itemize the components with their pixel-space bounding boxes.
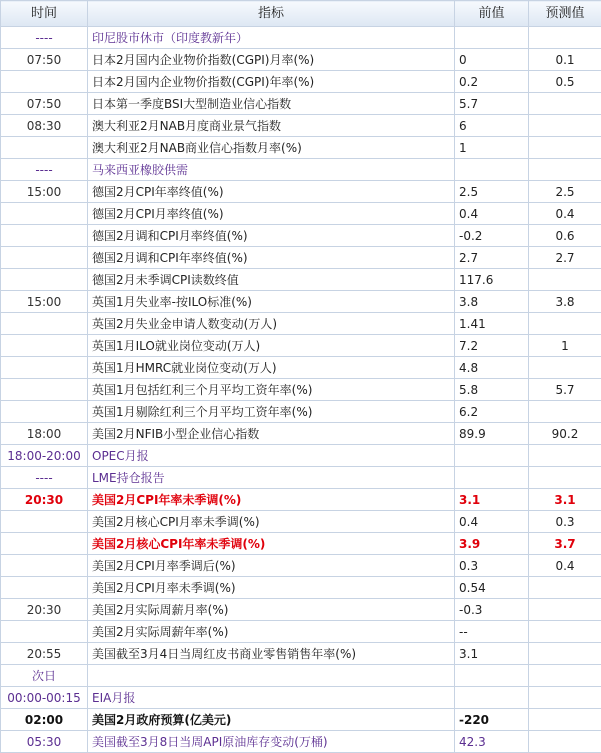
row-forecast <box>529 313 601 335</box>
row-indicator: 日本2月国内企业物价指数(CGPI)月率(%) <box>88 49 455 71</box>
row-forecast: 1 <box>529 335 601 357</box>
row-time <box>1 577 88 599</box>
row-indicator: 美国2月核心CPI年率未季调(%) <box>88 533 455 555</box>
table-row[interactable] <box>1 687 601 709</box>
row-time <box>1 247 88 269</box>
table-row[interactable] <box>1 379 601 401</box>
row-previous: -0.2 <box>455 225 529 247</box>
table-row[interactable] <box>1 225 601 247</box>
row-time <box>1 71 88 93</box>
row-time <box>1 401 88 423</box>
row-indicator: EIA月报 <box>88 687 455 709</box>
row-forecast <box>529 137 601 159</box>
row-time: 20:30 <box>1 489 88 511</box>
table-row[interactable] <box>1 731 601 753</box>
row-previous: 0.3 <box>455 555 529 577</box>
row-indicator: 美国2月政府预算(亿美元) <box>88 709 455 731</box>
row-time <box>1 621 88 643</box>
row-forecast: 3.8 <box>529 291 601 313</box>
row-indicator: 美国2月CPI月率未季调(%) <box>88 577 455 599</box>
row-time <box>1 137 88 159</box>
table-row[interactable] <box>1 533 601 555</box>
table-row[interactable] <box>1 49 601 71</box>
row-time: 02:00 <box>1 709 88 731</box>
row-forecast: 5.7 <box>529 379 601 401</box>
row-previous: 3.9 <box>455 533 529 555</box>
row-time <box>1 203 88 225</box>
row-indicator: 美国2月CPI年率未季调(%) <box>88 489 455 511</box>
table-row[interactable] <box>1 423 601 445</box>
table-header-row <box>1 1 601 27</box>
row-forecast: 0.1 <box>529 49 601 71</box>
row-forecast: 3.7 <box>529 533 601 555</box>
row-forecast <box>529 599 601 621</box>
row-previous: 6 <box>455 115 529 137</box>
row-time <box>1 511 88 533</box>
row-forecast <box>529 357 601 379</box>
row-time: 05:30 <box>1 731 88 753</box>
row-time: 18:00 <box>1 423 88 445</box>
row-indicator: 德国2月未季调CPI读数终值 <box>88 269 455 291</box>
row-forecast <box>529 159 601 181</box>
row-time <box>1 379 88 401</box>
table-row[interactable] <box>1 159 601 181</box>
row-indicator: 英国1月HMRC就业岗位变动(万人) <box>88 357 455 379</box>
row-indicator: 英国2月失业金申请人数变动(万人) <box>88 313 455 335</box>
table-row[interactable] <box>1 269 601 291</box>
row-previous: 42.3 <box>455 731 529 753</box>
row-previous: -- <box>455 621 529 643</box>
table-row[interactable] <box>1 555 601 577</box>
table-row[interactable] <box>1 137 601 159</box>
row-indicator: 英国1月包括红利三个月平均工资年率(%) <box>88 379 455 401</box>
row-previous: 1 <box>455 137 529 159</box>
row-previous: 0.2 <box>455 71 529 93</box>
row-time <box>1 555 88 577</box>
row-indicator: 日本2月国内企业物价指数(CGPI)年率(%) <box>88 71 455 93</box>
table-row[interactable] <box>1 313 601 335</box>
row-indicator: 德国2月CPI年率终值(%) <box>88 181 455 203</box>
table-row[interactable] <box>1 709 601 731</box>
table-row[interactable] <box>1 357 601 379</box>
table-row[interactable] <box>1 489 601 511</box>
table-row[interactable] <box>1 621 601 643</box>
row-previous: -0.3 <box>455 599 529 621</box>
row-time: ---- <box>1 27 88 49</box>
row-previous: 7.2 <box>455 335 529 357</box>
table-row[interactable] <box>1 93 601 115</box>
row-previous: 89.9 <box>455 423 529 445</box>
row-forecast <box>529 93 601 115</box>
row-indicator: 德国2月调和CPI月率终值(%) <box>88 225 455 247</box>
row-previous <box>455 445 529 467</box>
row-time <box>1 335 88 357</box>
row-forecast <box>529 643 601 665</box>
row-forecast: 0.3 <box>529 511 601 533</box>
row-previous: 117.6 <box>455 269 529 291</box>
row-previous: 3.8 <box>455 291 529 313</box>
row-time: 08:30 <box>1 115 88 137</box>
table-row[interactable] <box>1 27 601 49</box>
row-forecast <box>529 445 601 467</box>
row-indicator: 美国截至3月4日当周红皮书商业零售销售年率(%) <box>88 643 455 665</box>
row-indicator: 澳大利亚2月NAB商业信心指数月率(%) <box>88 137 455 159</box>
table-row[interactable] <box>1 247 601 269</box>
row-indicator: 英国1月失业率-按ILO标准(%) <box>88 291 455 313</box>
table-row[interactable] <box>1 401 601 423</box>
row-previous: 0 <box>455 49 529 71</box>
table-row[interactable] <box>1 577 601 599</box>
row-indicator: 澳大利亚2月NAB月度商业景气指数 <box>88 115 455 137</box>
row-time <box>1 533 88 555</box>
calendar-rows <box>1 27 601 753</box>
row-previous: 2.7 <box>455 247 529 269</box>
row-previous: 0.4 <box>455 511 529 533</box>
row-previous: 0.4 <box>455 203 529 225</box>
row-time <box>1 225 88 247</box>
table-row[interactable] <box>1 665 601 687</box>
row-indicator: OPEC月报 <box>88 445 455 467</box>
row-time: 15:00 <box>1 291 88 313</box>
header-previous[interactable]: 前值 <box>455 1 529 27</box>
row-forecast: 0.6 <box>529 225 601 247</box>
row-time: 次日 <box>1 665 88 687</box>
row-indicator: 印尼股市休市（印度教新年） <box>88 27 455 49</box>
row-previous: 5.8 <box>455 379 529 401</box>
row-forecast <box>529 401 601 423</box>
row-previous: 6.2 <box>455 401 529 423</box>
table-row[interactable] <box>1 291 601 313</box>
row-previous: -220 <box>455 709 529 731</box>
row-indicator: 美国2月核心CPI月率未季调(%) <box>88 511 455 533</box>
table-row[interactable] <box>1 599 601 621</box>
row-forecast: 0.4 <box>529 203 601 225</box>
table-row[interactable] <box>1 115 601 137</box>
table-row[interactable] <box>1 335 601 357</box>
row-indicator: 美国2月CPI月率季调后(%) <box>88 555 455 577</box>
row-time: ---- <box>1 467 88 489</box>
row-forecast <box>529 687 601 709</box>
row-time <box>1 357 88 379</box>
row-previous: 1.41 <box>455 313 529 335</box>
row-indicator: 德国2月CPI月率终值(%) <box>88 203 455 225</box>
row-forecast <box>529 115 601 137</box>
row-indicator: 英国1月剔除红利三个月平均工资年率(%) <box>88 401 455 423</box>
row-previous: 3.1 <box>455 489 529 511</box>
row-previous <box>455 467 529 489</box>
row-indicator: 美国截至3月8日当周API原油库存变动(万桶) <box>88 731 455 753</box>
row-indicator: 德国2月调和CPI年率终值(%) <box>88 247 455 269</box>
row-forecast <box>529 731 601 753</box>
row-forecast <box>529 709 601 731</box>
table-row[interactable] <box>1 203 601 225</box>
header-time[interactable]: 时间 <box>1 1 88 27</box>
row-forecast <box>529 269 601 291</box>
row-time: 18:00-20:00 <box>1 445 88 467</box>
row-indicator: 美国2月NFIB小型企业信心指数 <box>88 423 455 445</box>
row-time: 00:00-00:15 <box>1 687 88 709</box>
table-row[interactable] <box>1 181 601 203</box>
row-forecast <box>529 27 601 49</box>
row-time <box>1 313 88 335</box>
row-previous: 5.7 <box>455 93 529 115</box>
row-previous: 2.5 <box>455 181 529 203</box>
table-row[interactable] <box>1 643 601 665</box>
row-forecast: 0.5 <box>529 71 601 93</box>
row-previous: 3.1 <box>455 643 529 665</box>
row-previous: 4.8 <box>455 357 529 379</box>
row-time <box>1 269 88 291</box>
table-row[interactable] <box>1 467 601 489</box>
row-indicator: LME持仓报告 <box>88 467 455 489</box>
row-previous <box>455 27 529 49</box>
row-previous <box>455 665 529 687</box>
row-time: 07:50 <box>1 49 88 71</box>
row-time: 20:30 <box>1 599 88 621</box>
row-indicator: 日本第一季度BSI大型制造业信心指数 <box>88 93 455 115</box>
row-time: 07:50 <box>1 93 88 115</box>
header-forecast[interactable]: 预测值 <box>529 1 601 27</box>
row-indicator: 英国1月ILO就业岗位变动(万人) <box>88 335 455 357</box>
row-previous <box>455 159 529 181</box>
row-previous <box>455 687 529 709</box>
row-forecast: 90.2 <box>529 423 601 445</box>
header-indicator[interactable]: 指标 <box>88 1 455 27</box>
row-indicator: 美国2月实际周薪月率(%) <box>88 599 455 621</box>
row-forecast: 2.5 <box>529 181 601 203</box>
row-forecast <box>529 665 601 687</box>
row-forecast <box>529 467 601 489</box>
table-row[interactable] <box>1 445 601 467</box>
row-forecast <box>529 577 601 599</box>
row-indicator: 马来西亚橡胶供需 <box>88 159 455 181</box>
row-time: 20:55 <box>1 643 88 665</box>
row-time: ---- <box>1 159 88 181</box>
row-time: 15:00 <box>1 181 88 203</box>
row-indicator <box>88 665 455 687</box>
row-forecast: 0.4 <box>529 555 601 577</box>
table-row[interactable] <box>1 511 601 533</box>
row-indicator: 美国2月实际周薪年率(%) <box>88 621 455 643</box>
row-previous: 0.54 <box>455 577 529 599</box>
row-forecast: 3.1 <box>529 489 601 511</box>
row-forecast: 2.7 <box>529 247 601 269</box>
table-row[interactable] <box>1 71 601 93</box>
row-forecast <box>529 621 601 643</box>
